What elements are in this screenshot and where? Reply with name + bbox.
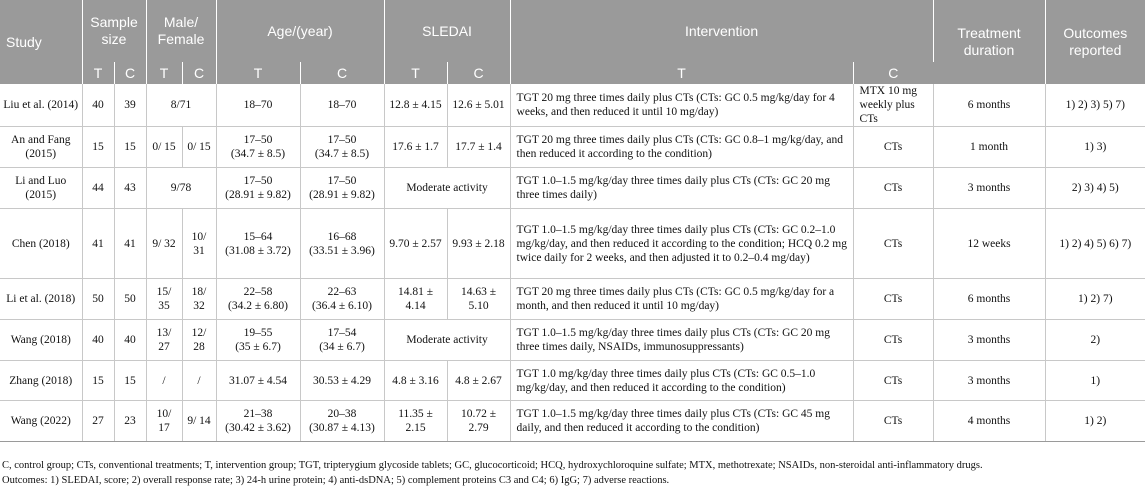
age-mean: (34.2 ± 6.80) bbox=[228, 300, 288, 312]
age-range: 17–50 bbox=[327, 175, 357, 187]
age-range: 17–50 bbox=[243, 134, 273, 146]
age-range: 22–63 bbox=[327, 286, 357, 298]
cell-sledai: Moderate activity bbox=[384, 320, 510, 361]
cell-outcomes: 2) 3) 4) 5) bbox=[1045, 168, 1145, 209]
cell-duration: 6 months bbox=[933, 84, 1045, 127]
cell-age-c bbox=[300, 209, 384, 279]
cell-sledai-t: 12.8 ± 4.15 bbox=[384, 84, 447, 127]
cell-sledai-t: 17.6 ± 1.7 bbox=[384, 127, 447, 168]
cell-mf-c: / bbox=[182, 361, 216, 401]
cell-male-female: 8/71 bbox=[146, 84, 216, 127]
subheader-intervention-c: C bbox=[853, 62, 933, 84]
cell-intervention-c: CTs bbox=[853, 279, 933, 320]
cell-intervention-t: TGT 1.0–1.5 mg/kg/day three times daily plus CTs (CTs: GC 0.2–1.0 mg/kg/day, and then reduced it according to the condition; HCQ 0.2 mg twice daily for 2 weeks, and then adjusted it to 0.2–0.4 mg/day) bbox=[510, 209, 853, 279]
cell-duration: 6 months bbox=[933, 279, 1045, 320]
cell-sledai-c: 14.63 ± 5.10 bbox=[447, 279, 510, 320]
cell-intervention-t: TGT 1.0–1.5 mg/kg/day three times daily plus CTs (CTs: GC 20 mg three times daily) bbox=[510, 168, 853, 209]
cell-outcomes: 1) 2) 7) bbox=[1045, 279, 1145, 320]
cell-intervention-t: TGT 20 mg three times daily plus CTs (CTs: GC 0.5 mg/kg/day for 4 weeks, and then reduced it until 10 mg/day) bbox=[510, 84, 853, 127]
cell-study: An and Fang (2015) bbox=[0, 127, 82, 168]
table-row bbox=[0, 168, 1145, 209]
cell-intervention-t: TGT 20 mg three times daily plus CTs (CTs: GC 0.8–1 mg/kg/day, and then reduced it according to the condition) bbox=[510, 127, 853, 168]
cell-study: Liu et al. (2014) bbox=[0, 84, 82, 127]
cell-size-t: 41 bbox=[82, 209, 114, 279]
age-mean: (30.87 ± 4.13) bbox=[309, 422, 375, 434]
age-range: 21–38 bbox=[243, 408, 273, 420]
cell-size-c: 23 bbox=[114, 401, 146, 442]
cell-duration: 3 months bbox=[933, 320, 1045, 361]
table-row bbox=[0, 361, 1145, 401]
subheader-mf-t: T bbox=[146, 62, 182, 84]
header-male-female: Male/ Female bbox=[146, 0, 216, 62]
cell-intervention-c: CTs bbox=[853, 361, 933, 401]
cell-intervention-c: CTs bbox=[853, 401, 933, 442]
subheader-intervention-t: T bbox=[510, 62, 853, 84]
cell-size-t: 40 bbox=[82, 84, 114, 127]
age-mean: (34.7 ± 8.5) bbox=[230, 148, 286, 160]
cell-mf-t: 10/ 17 bbox=[146, 401, 182, 442]
cell-size-c: 39 bbox=[114, 84, 146, 127]
footnote-abbreviations: C, control group; CTs, conventional treatments; T, intervention group; TGT, tripterygium glycoside tablets; GC, glucocorticoid; HCQ, hydroxychloroquine sulfate; MTX, methotrexate; NSAIDs, non-steroidal anti-inflammatory drugs. bbox=[2, 460, 983, 471]
cell-study: Wang (2018) bbox=[0, 320, 82, 361]
age-mean: (30.42 ± 3.62) bbox=[225, 422, 291, 434]
cell-study: Li et al. (2018) bbox=[0, 279, 82, 320]
cell-mf-t: 9/ 32 bbox=[146, 209, 182, 279]
age-range: 17–50 bbox=[243, 175, 273, 187]
cell-study: Zhang (2018) bbox=[0, 361, 82, 401]
age-range: 17–50 bbox=[327, 134, 357, 146]
cell-intervention-c: CTs bbox=[853, 209, 933, 279]
cell-intervention-c: CTs bbox=[853, 127, 933, 168]
cell-mf-c: 12/ 28 bbox=[182, 320, 216, 361]
cell-age-t bbox=[216, 401, 300, 442]
age-range: 22–58 bbox=[243, 286, 273, 298]
cell-outcomes: 1) bbox=[1045, 361, 1145, 401]
subheader-size-t: T bbox=[82, 62, 114, 84]
cell-age-t bbox=[216, 209, 300, 279]
header-outcomes-reported: Outcomes reported bbox=[1045, 0, 1145, 84]
cell-age-c bbox=[300, 127, 384, 168]
cell-intervention-t: TGT 1.0–1.5 mg/kg/day three times daily plus CTs (CTs: GC 20 mg three times daily, NSAIDs, immunosuppressants) bbox=[510, 320, 853, 361]
cell-intervention-t: TGT 1.0–1.5 mg/kg/day three times daily plus CTs (CTs: GC 45 mg daily, and then reduced it according to the condition) bbox=[510, 401, 853, 442]
cell-age-t bbox=[216, 168, 300, 209]
cell-age-t bbox=[216, 127, 300, 168]
cell-study: Wang (2022) bbox=[0, 401, 82, 442]
cell-outcomes: 1) 2) 3) 5) 7) bbox=[1045, 84, 1145, 127]
cell-age-t bbox=[216, 320, 300, 361]
cell-mf-t: 0/ 15 bbox=[146, 127, 182, 168]
cell-intervention-c: CTs bbox=[853, 320, 933, 361]
cell-duration: 1 month bbox=[933, 127, 1045, 168]
cell-age-c bbox=[300, 168, 384, 209]
cell-age-t: 31.07 ± 4.54 bbox=[216, 361, 300, 401]
cell-age-c bbox=[300, 279, 384, 320]
age-mean: (34.7 ± 8.5) bbox=[314, 148, 370, 160]
cell-size-c: 40 bbox=[114, 320, 146, 361]
age-mean: (35 ± 6.7) bbox=[235, 341, 281, 353]
cell-intervention-t: TGT 20 mg three times daily plus CTs (CTs: GC 0.5 mg/kg/day for a month, and then reduced it until 10 mg/day) bbox=[510, 279, 853, 320]
cell-sledai-t: 4.8 ± 3.16 bbox=[384, 361, 447, 401]
cell-size-c: 43 bbox=[114, 168, 146, 209]
cell-duration: 3 months bbox=[933, 168, 1045, 209]
cell-duration: 3 months bbox=[933, 361, 1045, 401]
cell-size-c: 15 bbox=[114, 127, 146, 168]
subheader-age-c: C bbox=[300, 62, 384, 84]
cell-size-t: 44 bbox=[82, 168, 114, 209]
cell-mf-t: 13/ 27 bbox=[146, 320, 182, 361]
cell-size-t: 15 bbox=[82, 361, 114, 401]
cell-mf-c: 18/ 32 bbox=[182, 279, 216, 320]
table-row bbox=[0, 209, 1145, 279]
cell-size-c: 41 bbox=[114, 209, 146, 279]
table-row bbox=[0, 84, 1145, 127]
cell-intervention-c: MTX 10 mg weekly plus CTs bbox=[853, 84, 933, 127]
age-mean: (34 ± 6.7) bbox=[319, 341, 365, 353]
cell-age-c bbox=[300, 401, 384, 442]
cell-mf-c: 0/ 15 bbox=[182, 127, 216, 168]
cell-sledai-t: 14.81 ± 4.14 bbox=[384, 279, 447, 320]
age-mean: (28.91 ± 9.82) bbox=[309, 189, 375, 201]
age-mean: (31.08 ± 3.72) bbox=[225, 244, 291, 257]
age-mean: (36.4 ± 6.10) bbox=[312, 300, 373, 312]
subheader-size-c: C bbox=[114, 62, 146, 84]
age-range: 16–68 bbox=[327, 230, 357, 243]
table-row bbox=[0, 320, 1145, 361]
header-treatment-duration: Treatment duration bbox=[933, 0, 1045, 84]
cell-size-c: 15 bbox=[114, 361, 146, 401]
subheader-mf-c: C bbox=[182, 62, 216, 84]
subheader-sledai-c: C bbox=[447, 62, 510, 84]
cell-sledai-c: 9.93 ± 2.18 bbox=[447, 209, 510, 279]
table-row bbox=[0, 127, 1145, 168]
header-sledai: SLEDAI bbox=[384, 0, 510, 62]
subheader-sledai-t: T bbox=[384, 62, 447, 84]
header-sample-size: Sample size bbox=[82, 0, 146, 62]
cell-sledai: Moderate activity bbox=[384, 168, 510, 209]
cell-sledai-t: 9.70 ± 2.57 bbox=[384, 209, 447, 279]
age-range: 15–64 bbox=[243, 230, 273, 243]
cell-size-t: 40 bbox=[82, 320, 114, 361]
cell-size-t: 50 bbox=[82, 279, 114, 320]
cell-age-c: 18–70 bbox=[300, 84, 384, 127]
cell-size-t: 15 bbox=[82, 127, 114, 168]
cell-duration: 4 months bbox=[933, 401, 1045, 442]
cell-duration: 12 weeks bbox=[933, 209, 1045, 279]
cell-age-c: 30.53 ± 4.29 bbox=[300, 361, 384, 401]
footnote-outcomes: Outcomes: 1) SLEDAI, score; 2) overall response rate; 3) 24-h urine protein; 4) anti-dsDNA; 5) complement proteins C3 and C4; 6) IgG; 7) adverse reactions. bbox=[2, 475, 670, 486]
cell-age-t: 18–70 bbox=[216, 84, 300, 127]
header-age: Age/(year) bbox=[216, 0, 384, 62]
cell-outcomes: 2) bbox=[1045, 320, 1145, 361]
cell-sledai-c: 12.6 ± 5.01 bbox=[447, 84, 510, 127]
cell-mf-t: / bbox=[146, 361, 182, 401]
age-range: 19–55 bbox=[243, 327, 273, 339]
age-range: 17–54 bbox=[327, 327, 357, 339]
cell-outcomes: 1) 2) 4) 5) 6) 7) bbox=[1045, 209, 1145, 279]
age-range: 20–38 bbox=[327, 408, 357, 420]
cell-intervention-t: TGT 1.0 mg/kg/day three times daily plus CTs (CTs: GC 0.5–1.0 mg/kg/day, and then reduced it according to the condition) bbox=[510, 361, 853, 401]
cell-mf-c: 10/ 31 bbox=[182, 209, 216, 279]
header-intervention: Intervention bbox=[510, 0, 933, 62]
subheader-age-t: T bbox=[216, 62, 300, 84]
cell-sledai-t: 11.35 ± 2.15 bbox=[384, 401, 447, 442]
cell-age-t bbox=[216, 279, 300, 320]
cell-study: Li and Luo (2015) bbox=[0, 168, 82, 209]
cell-intervention-c: CTs bbox=[853, 168, 933, 209]
cell-size-t: 27 bbox=[82, 401, 114, 442]
cell-sledai-c: 10.72 ± 2.79 bbox=[447, 401, 510, 442]
header-study: Study bbox=[0, 0, 82, 84]
age-mean: (28.91 ± 9.82) bbox=[225, 189, 291, 201]
cell-sledai-c: 17.7 ± 1.4 bbox=[447, 127, 510, 168]
age-mean: (33.51 ± 3.96) bbox=[309, 244, 375, 257]
cell-outcomes: 1) 2) bbox=[1045, 401, 1145, 442]
cell-size-c: 50 bbox=[114, 279, 146, 320]
cell-sledai-c: 4.8 ± 2.67 bbox=[447, 361, 510, 401]
table-row bbox=[0, 401, 1145, 442]
cell-mf-c: 9/ 14 bbox=[182, 401, 216, 442]
cell-outcomes: 1) 3) bbox=[1045, 127, 1145, 168]
cell-study: Chen (2018) bbox=[0, 209, 82, 279]
cell-mf-t: 15/ 35 bbox=[146, 279, 182, 320]
cell-male-female: 9/78 bbox=[146, 168, 216, 209]
table-row bbox=[0, 279, 1145, 320]
cell-age-c bbox=[300, 320, 384, 361]
